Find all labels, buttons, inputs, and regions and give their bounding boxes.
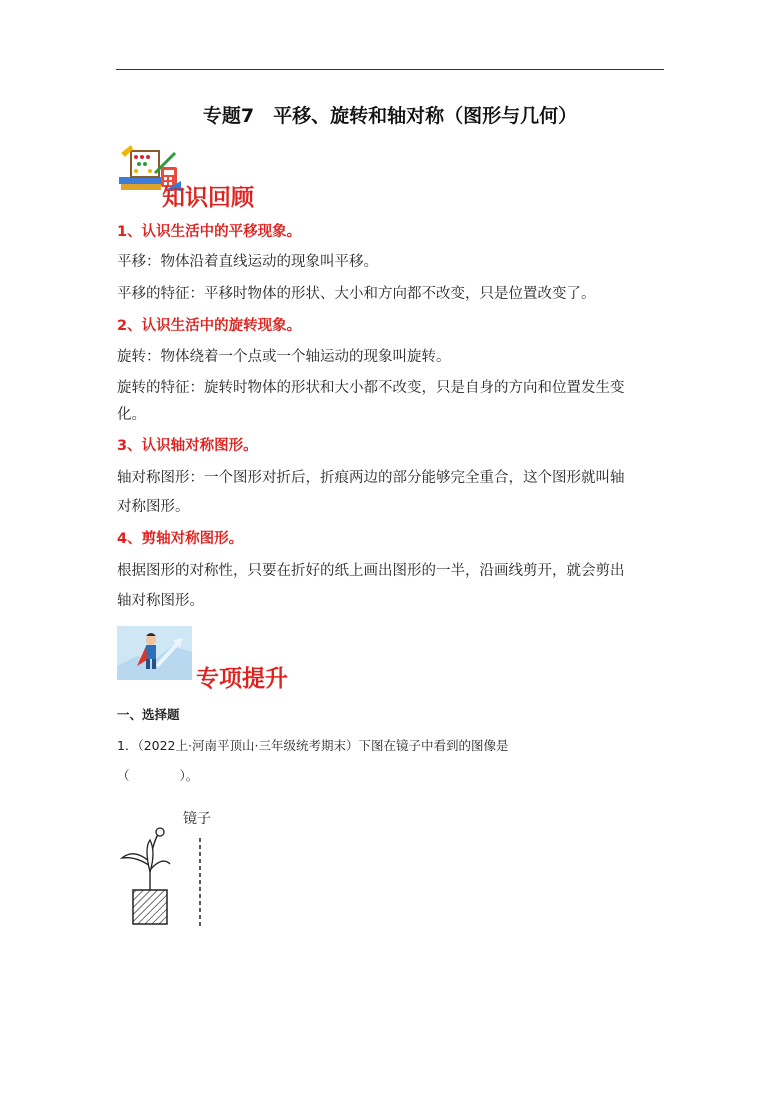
right-leaf xyxy=(150,861,170,870)
left-leaf xyxy=(122,854,150,866)
plant-drawing xyxy=(122,828,170,924)
body-text: 旋转：物体绕着一个点或一个轴运动的现象叫旋转。 xyxy=(117,349,451,365)
body-text: 轴对称图形：一个图形对折后，折痕两边的部分能够完全重合，这个图形就叫轴 xyxy=(117,470,625,486)
page-title: 专题7 平移、旋转和轴对称（图形与几何） xyxy=(202,105,578,127)
subsection-heading: 3、认识轴对称图形。 xyxy=(117,438,258,454)
body-text: 旋转的特征：旋转时物体的形状和大小都不改变，只是自身的方向和位置发生变 xyxy=(117,380,625,396)
section-practice-title: 专项提升 xyxy=(196,665,288,692)
superhero-icon xyxy=(117,626,192,680)
body-text: 轴对称图形。 xyxy=(117,593,204,609)
section-review-header xyxy=(117,143,417,211)
subsection-heading: 2、认识生活中的旋转现象。 xyxy=(117,318,302,334)
mirror-label: 镜子 xyxy=(183,811,211,827)
body-text: 化。 xyxy=(117,407,146,423)
flower-pot xyxy=(133,890,167,924)
question-1-answer-blank: （ ）。 xyxy=(117,768,199,783)
body-text: 平移的特征：平移时物体的形状、大小和方向都不改变，只是位置改变了。 xyxy=(117,286,596,302)
question-1-text: 1．（2022上·河南平顶山·三年级统考期末）下图在镜子中看到的图像是 xyxy=(117,738,509,753)
section-review-title: 知识回顾 xyxy=(162,184,254,211)
subsection-heading: 4、剪轴对称图形。 xyxy=(117,531,244,547)
body-text: 对称图形。 xyxy=(117,499,190,515)
flower-bud xyxy=(156,828,164,836)
section-practice-header xyxy=(117,626,417,692)
subsection-heading: 1、认识生活中的平移现象。 xyxy=(117,224,302,240)
question-type-heading: 一、选择题 xyxy=(117,707,180,722)
body-text: 根据图形的对称性，只要在折好的纸上画出图形的一半，沿画线剪开，就会剪出 xyxy=(117,563,625,579)
body-text: 平移：物体沿着直线运动的现象叫平移。 xyxy=(117,254,378,270)
header-rule xyxy=(116,69,664,70)
plant-mirror-figure xyxy=(112,822,222,932)
